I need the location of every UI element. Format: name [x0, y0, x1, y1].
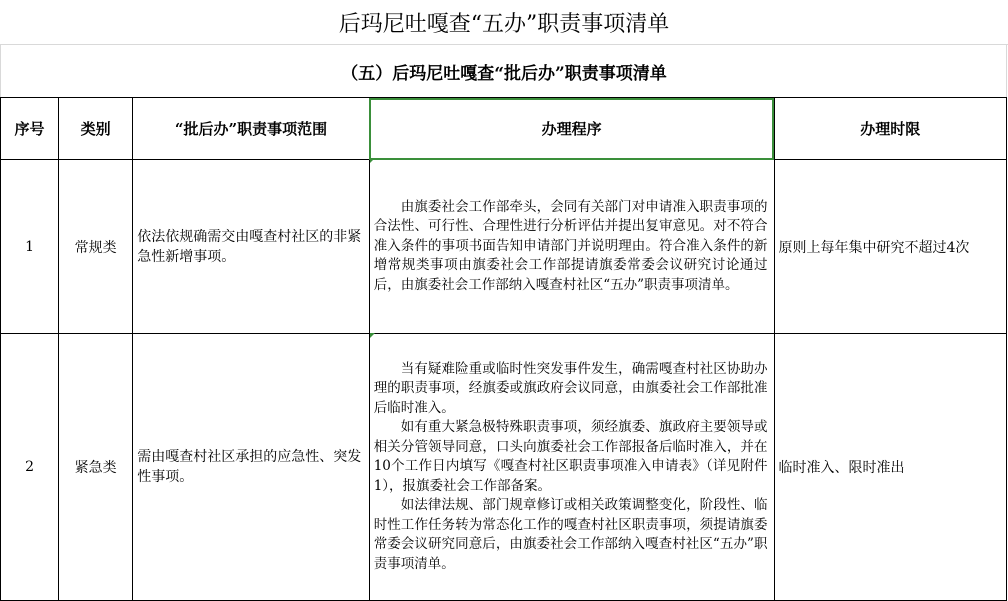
table-row [1, 160, 1007, 334]
cell-scope[interactable]: 需由嘎查村社区承担的应急性、突发性事项。 [133, 334, 369, 601]
header-row [1, 98, 1007, 160]
page-title: 后玛尼吐嘎查“五办”职责事项清单 [0, 0, 1008, 45]
comment-marker-icon [370, 158, 375, 163]
procedure-paragraph: 当有疑难险重或临时性突发事件发生，确需嘎查村社区协助办理的职责事项，经旗委或旗政府会议同意，由旗委社会工作部批准后临时准入。 [373, 360, 768, 416]
comment-marker-icon [370, 333, 375, 338]
table-row [1, 334, 1007, 601]
cell-time-limit[interactable]: 原则上每年集中研究不超过4次 [774, 160, 1006, 334]
cell-procedure[interactable] [369, 160, 774, 334]
cell-time-limit[interactable]: 临时准入、限时准出 [774, 334, 1006, 601]
header-scope[interactable]: “批后办”职责事项范围 [133, 98, 369, 160]
header-no[interactable]: 序号 [1, 98, 59, 160]
table-subtitle: （五）后玛尼吐嘎查“批后办”职责事项清单 [341, 63, 667, 84]
header-procedure-label: 办理程序 [541, 120, 602, 138]
duties-table [0, 97, 1007, 601]
header-time-limit[interactable]: 办理时限 [774, 98, 1006, 160]
cell-category[interactable]: 常规类 [59, 160, 133, 334]
cell-category[interactable]: 紧急类 [59, 334, 133, 601]
header-procedure[interactable] [369, 98, 774, 160]
procedure-paragraph: 如法律法规、部门规章修订或相关政策调整变化，阶段性、临时性工作任务转为常态化工作的嘎查村社区职责事项，须提请旗委常委会议研究同意后，由旗委社会工作部纳入嘎查村社区“五办”职责事项清单。 [373, 497, 768, 572]
cell-no[interactable]: 1 [1, 160, 59, 334]
cell-no[interactable]: 2 [1, 334, 59, 601]
cell-procedure[interactable] [369, 334, 774, 601]
procedure-paragraph: 由旗委社会工作部牵头，会同有关部门对申请准入职责事项的合法性、可行性、合理性进行分析评估并提出复审意见。对不符合准入条件的事项书面告知申请部门并说明理由。符合准入条件的新增常规类事项由旗委社会工作部提请旗委常委会议研究讨论通过后，由旗委社会工作部纳入嘎查村社区“五办”职责事项清单。 [373, 198, 768, 293]
cell-scope[interactable]: 依法依规确需交由嘎查村社区的非紧急性新增事项。 [133, 160, 369, 334]
procedure-paragraph: 如有重大紧急极特殊职责事项，须经旗委、旗政府主要领导或相关分管领导同意，口头向旗委社会工作部报备后临时准入，并在10个工作日内填写《嘎查村社区职责事项准入申请表》（详见附件1），报旗委社会工作部备案。 [373, 419, 768, 494]
header-category[interactable]: 类别 [59, 98, 133, 160]
